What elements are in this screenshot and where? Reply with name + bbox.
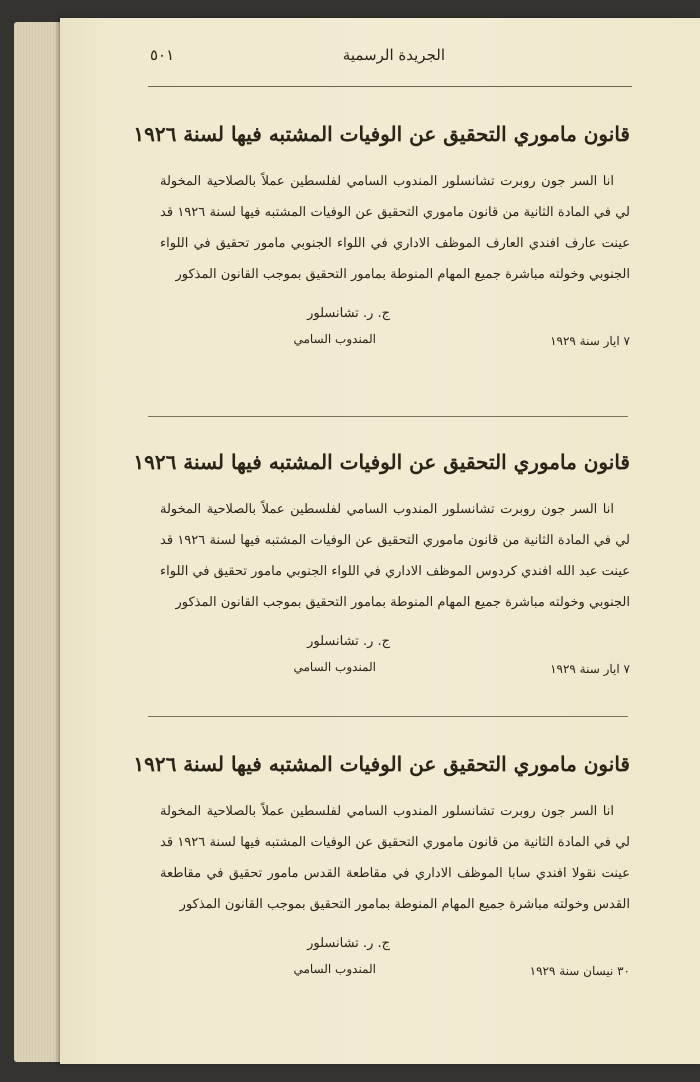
notice-section-2 <box>133 450 630 694</box>
signature-block <box>160 634 630 694</box>
notice-date: ٣٠ نيسان سنة ١٩٢٩ <box>529 964 630 978</box>
signature-block <box>160 306 630 366</box>
notice-date: ٧ ايار سنة ١٩٢٩ <box>550 662 630 676</box>
signatory-name: ج. ر. تشانسلور <box>307 306 390 321</box>
notice-body: انا السر جون روبرت تشانسلور المندوب السامي لفلسطين عملاً بالصلاحية المخولة لي في المادة الثانية من قانون ماموري التحقيق عن الوفيات المشتبه فيها لسنة ١٩٢٦ قد عينت عبد الله افندي كردوس الموظف الاداري في اللواء الجنوبي مامور تحقيق في اللواء الجنوبي وخولته مباشرة جميع المهام المنوطة بمامور التحقيق بموجب القانون المذكور <box>160 502 630 610</box>
notice-date: ٧ ايار سنة ١٩٢٩ <box>550 334 630 348</box>
signatory-position: المندوب السامي <box>293 962 376 976</box>
page-number: ٥٠١ <box>150 46 175 64</box>
signatory-name: ج. ر. تشانسلور <box>307 936 390 951</box>
notice-body: انا السر جون روبرت تشانسلور المندوب السامي لفلسطين عملاً بالصلاحية المخولة لي في المادة الثانية من قانون ماموري التحقيق عن الوفيات المشتبه فيها لسنة ١٩٢٦ قد عينت عارف افندي العارف الموظف الاداري في اللواء الجنوبي مامور تحقيق في اللواء الجنوبي وخولته مباشرة جميع المهام المنوطة بمامور التحقيق بموجب القانون المذكور <box>160 174 630 282</box>
signature-block <box>160 936 630 996</box>
notice-section-1 <box>133 122 630 366</box>
section-divider <box>148 416 628 417</box>
journal-title: الجريدة الرسمية <box>342 46 445 64</box>
signatory-position: المندوب السامي <box>293 332 376 346</box>
signatory-name: ج. ر. تشانسلور <box>307 634 390 649</box>
notice-body: انا السر جون روبرت تشانسلور المندوب السامي لفلسطين عملاً بالصلاحية المخولة لي في المادة الثانية من قانون ماموري التحقيق عن الوفيات المشتبه فيها لسنة ١٩٢٦ قد عينت نقولا افندي سابا الموظف الاداري في مقاطعة القدس مامور تحقيق في مقاطعة القدس وخولته مباشرة جميع المهام المنوطة بمامور التحقيق بموجب القانون المذكور <box>160 804 630 912</box>
notice-title: قانون ماموري التحقيق عن الوفيات المشتبه فيها لسنة ١٩٢٦ <box>133 752 630 776</box>
page-header <box>150 44 630 78</box>
signatory-position: المندوب السامي <box>293 660 376 674</box>
notice-title: قانون ماموري التحقيق عن الوفيات المشتبه فيها لسنة ١٩٢٦ <box>133 450 630 474</box>
notice-title: قانون ماموري التحقيق عن الوفيات المشتبه فيها لسنة ١٩٢٦ <box>133 122 630 146</box>
section-divider <box>148 716 628 717</box>
notice-section-3 <box>133 752 630 996</box>
header-rule <box>148 86 632 87</box>
